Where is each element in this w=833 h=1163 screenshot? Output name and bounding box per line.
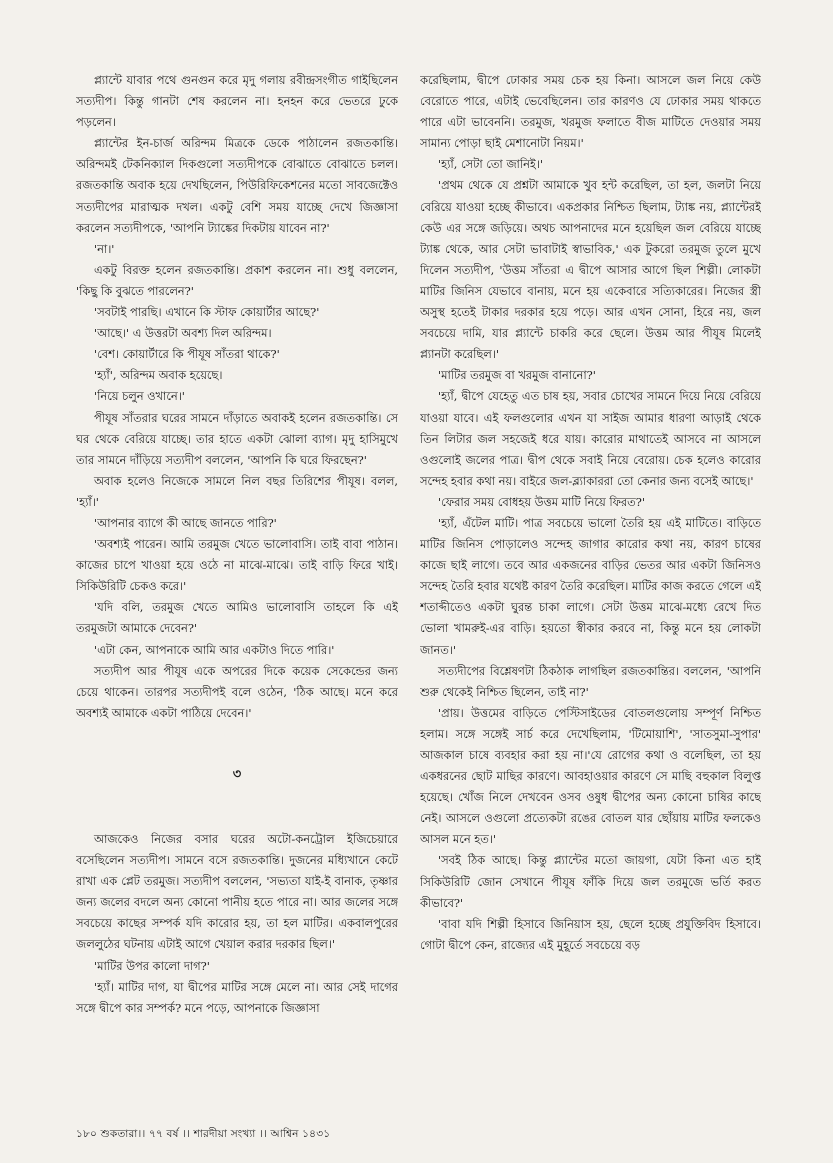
paragraph: প্ল্যান্টের ইন-চার্জ অরিন্দম মিত্রকে ডেকে পাঠালেন রজতকান্তি। অরিন্দমই টেকনিক্যাল দিকগুলো সত্যদীপকে বোঝাতে বোঝাতে চলল। রজতকান্তি অবাক হয়ে দেখছিলেন, পিউরিফিকেশনের মতো সাবজেক্টেও সত্যদীপের মারাত্মক দখল। একটু বেশি সময় যাচ্ছে দেখে জিজ্ঞাসা করলেন সত্যদীপকে, 'আপনি ট্যাঙ্কের দিকটায় যাবেন না?' [76, 136, 398, 235]
paragraph: প্ল্যান্টে যাবার পথে গুনগুন করে মৃদু গলায় রবীন্দ্রসংগীত গাইছিলেন সত্যদীপ। কিন্তু গানটা শেষ করলেন না। হনহন করে ভেতরে ঢুকে পড়লেন। [76, 73, 398, 130]
right-story-text [420, 70, 761, 956]
left-section-text [76, 829, 398, 1019]
paragraph: 'সবটাই পারছি। এখানে কি স্টাফ কোয়ার্টার আছে?' [94, 305, 320, 320]
section-number: ৩ [232, 766, 242, 782]
left-column [76, 70, 398, 1125]
paragraph: একটু বিরক্ত হলেন রজতকান্তি। প্রকাশ করলেন না। শুধু বললেন, 'কিছু কি বুঝতে পারলেন?' [76, 262, 398, 298]
paragraph: 'ফেরার সময় বোধহয় উত্তম মাটি নিয়ে ফিরত?' [438, 494, 645, 509]
paragraph: 'না।' [94, 241, 115, 256]
paragraph: আজকেও নিজের বসার ঘরের অটো-কনট্রোল ইজিচেয়ারে বসেছিলেন সত্যদীপ। সামনে বসে রজতকান্তি। দুজনের মধ্যিখানে কেটে রাখা এক প্লেট তরমুজ। সত্যদীপ বললেন, 'সভ্যতা যাই-ই বানাক, তৃষ্ণার জন্য জলের বদলে অন্য কোনো পানীয় হতে পারে না। আর জলের সঙ্গে সবচেয়ে কাছের সম্পর্ক যদি কারোর হয়, তা হল মাটির। একবালপুরের জললুঠের ঘটনায় এটাই আগে খেয়াল করার দরকার ছিল।' [76, 832, 398, 952]
paragraph: 'সবই ঠিক আছে। কিন্তু প্ল্যান্টের মতো জায়গা, যেটা কিনা এত হাই সিকিউরিটি জোন সেখানে পীযূষ ফাঁকি দিয়ে জল তরমুজে ভর্তি করত কীভাবে?' [420, 853, 761, 910]
paragraph: 'হ্যাঁ, সেটা তো জানিই।' [438, 157, 544, 172]
paragraph: পীযূষ সাঁতরার ঘরের সামনে দাঁড়াতে অবাকই হলেন রজতকান্তি। সে ঘর থেকে বেরিয়ে যাচ্ছে। তার হাতে একটা ঝোলা ব্যাগ। মৃদু হাসিমুখে তার সামনে দাঁড়িয়ে সত্যদীপ বললেন, 'আপনি কি ঘরে ফিরছেন?' [76, 410, 398, 467]
paragraph: 'যদি বলি, তরমুজ খেতে আমিও ভালোবাসি তাহলে কি এই তরমুজটা আমাকে দেবেন?' [76, 600, 398, 636]
paragraph: সত্যদীপ আর পীযূষ একে অপরের দিকে কয়েক সেকেন্ডের জন্য চেয়ে থাকেন। তারপর সত্যদীপই বলে ওঠেন, 'ঠিক আছে। মনে করে অবশ্যই আমাকে একটা পাঠিয়ে দেবেন।' [76, 663, 398, 720]
paragraph: 'অবশ্যই পারেন। আমি তরমুজ খেতে ভালোবাসি। তাই বাবা পাঠান। কাজের চাপে খাওয়া হয়ে ওঠে না মাঝে-মাঝে। তাই বাড়ি ফিরে খাই। সিকিউরিটি চেকও করে।' [76, 537, 398, 594]
paragraph: 'প্রায়। উত্তমের বাড়িতে পেস্টিসাইডের বোতলগুলোয় সম্পূর্ণ নিশ্চিত হলাম। সঙ্গে সঙ্গেই সার্চ করে দেখেছিলাম, 'টিমোয়াশি', 'সাতসুমা-সুপার' আজকাল চাষে ব্যবহার করা হয় না।'যে রোগের কথা ও বলেছিল, তা হয় একধরনের ছোট মাছির কারণে। আবহাওয়ার কারণে সে মাছি বহুকাল বিলুপ্ত হয়েছে। খোঁজ নিলে দেখবেন ওসব ওষুধ দ্বীপের অন্য কোনো চাষির কাছে নেই। আসলে ওগুলো প্রত্যেকটা রঙের বোতল যার ছোঁয়ায় মাটির ফলকেও আসল মনে হত।' [420, 705, 761, 847]
paragraph: 'বাবা যদি শিল্পী হিসাবে জিনিয়াস হয়, ছেলে হচ্ছে প্রযুক্তিবিদ হিসাবে। গোটা দ্বীপে কেন, রাজ্যের এই মুহূর্তে সবচেয়ে বড় [420, 916, 761, 952]
paragraph: অবাক হলেও নিজেকে সামলে নিল বছর তিরিশের পীযূষ। বলল, 'হ্যাঁ।' [76, 473, 398, 509]
left-story-text [76, 70, 398, 724]
paragraph: 'হ্যাঁ', অরিন্দম অবাক হয়েছে। [94, 368, 223, 383]
right-column [420, 70, 761, 1125]
paragraph: 'আছে।' এ উত্তরটা অবশ্য দিল অরিন্দম। [94, 326, 272, 341]
paragraph: 'আপনার ব্যাগে কী আছে জানতে পারি?' [94, 515, 277, 530]
paragraph: 'হ্যাঁ, এঁটেল মাটি। পাত্র সবচেয়ে ভালো তৈরি হয় এই মাটিতে। বাড়িতে মাটির জিনিস পোড়ালেও সন্দেহ জাগার কারোর কথা নয়, কারণ চাষের কাজে ছাই লাগে। তবে আর একজনের বাড়ির ভেতর আর একটা জিনিসও সন্দেহ তৈরি হবার যথেষ্ট কারণ তৈরি করেছিল। মাটির কাজ করতে গেলে এই শতাব্দীতেও একটা ঘুরন্ত চাকা লাগে। সেটা উত্তম মাঝে-মধ্যে রেখে দিত ভোলা খামরুই-এর বাড়ি। হয়তো স্বীকার করবে না, কিন্তু মনে হয় লোকটা জানত।' [420, 515, 761, 657]
paragraph: সত্যদীপের বিশ্লেষণটা ঠিকঠাক লাগছিল রজতকান্তির। বললেন, 'আপনি শুরু থেকেই নিশ্চিত ছিলেন, তাই না?' [420, 663, 761, 699]
paragraph: 'হ্যাঁ। মাটির দাগ, যা দ্বীপের মাটির সঙ্গে মেলে না। আর সেই দাগের সঙ্গে দ্বীপে কার সম্পর্ক? মনে পড়ে, আপনাকে জিজ্ঞাসা [76, 979, 398, 1015]
paragraph: 'এটা কেন, আপনাকে আমি আর একটাও দিতে পারি।' [94, 642, 335, 657]
paragraph: 'বেশ। কোয়ার্টারে কি পীযূষ সাঁতরা থাকে?' [94, 347, 280, 362]
paragraph: 'মাটির উপর কালো দাগ?' [94, 958, 210, 973]
paragraph: করেছিলাম, দ্বীপে ঢোকার সময় চেক হয় কিনা। আসলে জল নিয়ে কেউ বেরোতে পারে, এটাই ভেবেছিলেন। তার কারণও যে ঢোকার সময় থাকতে পারে এটা ভাবেননি। তরমুজ, খরমুজ ফলাতে বীজ মাটিতে দেওয়ার সময় সামান্য পোড়া ছাই মেশানোটা নিয়ম।' [420, 73, 761, 151]
paragraph: 'মাটির তরমুজ বা খরমুজ বানানো?' [438, 368, 596, 383]
paragraph: 'হ্যাঁ, দ্বীপে যেহেতু এত চাষ হয়, সবার চোখের সামনে দিয়ে নিয়ে বেরিয়ে যাওয়া যাবে। এই ফলগুলোর এখন যা সাইজ আমার ধারণা আড়াই থেকে তিন লিটার জল সহজেই ধরে যায়। কারোর মাথাতেই আসবে না আসলে ওগুলোই জলের পাত্র। দ্বীপ থেকে সবাই নিয়ে বেরোয়। চেক হলেও কারোর সন্দেহ হবার কথা নয়। বাইরে জল-ব্ল্যাকাররা তো কেনার জন্য বসেই আছে।' [420, 389, 761, 488]
paragraph: 'প্রথম থেকে যে প্রশ্নটা আমাকে খুব হন্ট করেছিল, তা হল, জলটা নিয়ে বেরিয়ে যাওয়া হচ্ছে কীভাবে। একপ্রকার নিশ্চিত ছিলাম, ট্যাঙ্ক নয়, প্ল্যান্টেরই কেউ এর সঙ্গে জড়িয়ে। অথচ আপনাদের মনে হয়েছিল জল বেরিয়ে যাচ্ছে ট্যাঙ্ক থেকে, আর সেটা ভাবাটাই স্বাভাবিক,' এক টুকরো তরমুজ তুলে মুখে দিলেন সত্যদীপ, 'উত্তম সাঁতরা এ দ্বীপে আসার আগে ছিল শিল্পী। লোকটা মাটির জিনিস যেভাবে বানায়, মনে হয় একেবারে সত্যিকারের। নিজের স্ত্রী অসুস্থ হতেই টাকার দরকার হয়ে পড়ে। আর এখন সোনা, হিরে নয়, জল সবচেয়ে দামি, যার প্ল্যান্টে চাকরি করে ছেলে। উত্তম আর পীযূষ মিলেই প্ল্যানটা করেছিল।' [420, 178, 761, 362]
paragraph: 'নিয়ে চলুন ওখানে।' [94, 389, 185, 404]
page-footer: ১৮০ শুকতারা।। ৭৭ বর্ষ ।। শারদীয়া সংখ্যা ।। আশ্বিন ১৪৩১ [76, 1128, 331, 1140]
